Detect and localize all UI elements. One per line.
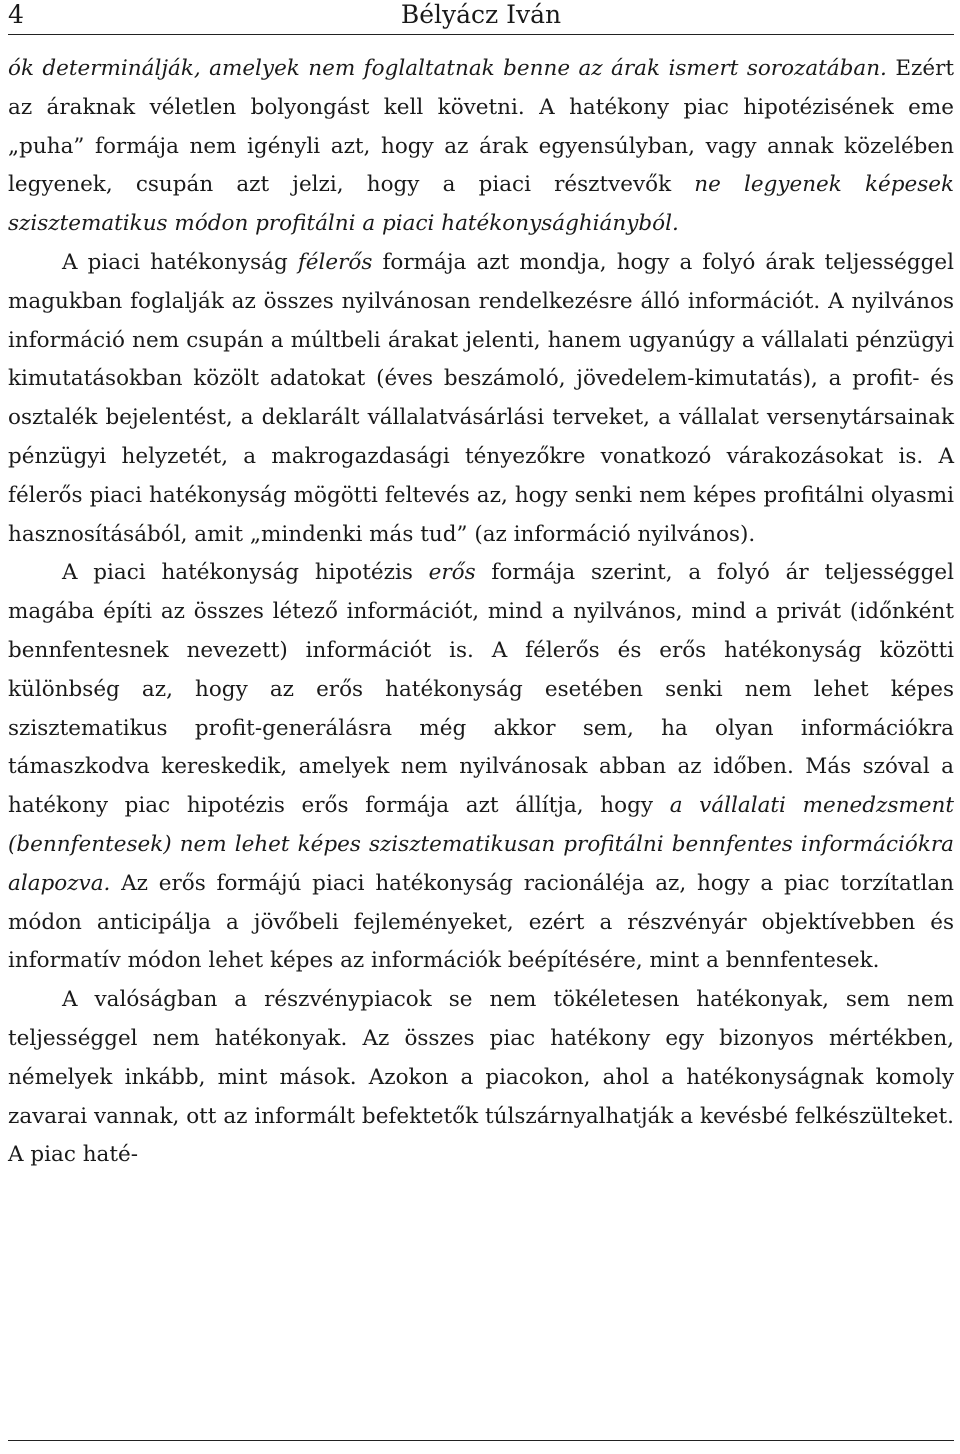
text-run: A piaci hatékonyság hipotézis bbox=[62, 560, 429, 586]
italic-text: ók determinálják, amelyek nem foglaltatnak benne az árak ismert sorozatában. bbox=[8, 56, 887, 81]
paragraph-3 bbox=[8, 554, 954, 981]
italic-text: ne legyenek képesek szisztematikus módon profitálni a piaci hatékonysághiányból. bbox=[8, 172, 954, 237]
paragraph-2 bbox=[8, 244, 954, 554]
body-text bbox=[8, 50, 954, 1175]
running-head: Bélyácz Iván bbox=[400, 0, 562, 29]
italic-text: a vállalati menedzsment (bennfentesek) nem lehet képes szisztematikusan profitálni bennfentes információkra alapozva. bbox=[8, 793, 955, 896]
text-run: A valóságban a részvénypiacok se nem tökéletesen hatékonyak, sem nem teljességgel nem hatékonyak. Az összes piac hatékony egy bizonyos mértékben, némelyek inkább, mint mások. Azokon a piacokon, ahol a hatékonyságnak komoly zavarai vannak, ott az informált befektetők túlszárnyalhatják a kevésbé felkészülteket. A piac haté- bbox=[8, 987, 954, 1168]
italic-term-felero: félerős bbox=[297, 249, 373, 275]
paragraph-1 bbox=[8, 50, 954, 244]
text-run: A piaci hatékonyság bbox=[62, 249, 298, 275]
page-header bbox=[8, 0, 954, 34]
italic-term-eros: erős bbox=[428, 560, 476, 586]
text-run: Az erős formájú piaci hatékonyság racionáléja az, hogy a piac torzítatlan módon anticipálja a jövőbeli fejleményeket, ezért a részvényár objektívebben és informatív módon lehet képes az információk beépítésére, mint a bennfentesek. bbox=[8, 870, 954, 974]
footer-rule bbox=[8, 1440, 954, 1441]
text-run: formája azt mondja, hogy a folyó árak teljességgel magukban foglalják az összes nyilvánosan rendelkezésre álló információt. A nyilvános információ nem csupán a múltbeli árakat jelenti, hanem ugyanúgy a vállalati pénzügyi kimutatásokban közölt adatokat (éves beszámoló, jövedelem-kimutatás), a profit- és osztalék bejelentést, a deklarált vállalatvásárlási terveket, a vállalat versenytársainak pénzügyi helyzetét, a makrogazdasági tényezőkre vonatkozó várakozásokat is. A félerős piaci hatékonyság mögötti feltevés az, hogy senki nem képes profitálni olyasmi hasznosításából, amit „mindenki más tud” (az információ nyilvános). bbox=[8, 249, 954, 547]
paragraph-4 bbox=[8, 981, 954, 1175]
text-run: formája szerint, a folyó ár teljességgel magába építi az összes létező információt, mind a nyilvános, mind a privát (időnként bennfentesnek nevezett) információt is. A félerős és erős hatékonyság közötti különbség az, hogy az erős hatékonyság esetében senki nem lehet képes szisztematikus profit-generálásra még akkor sem, ha olyan információkra támaszkodva kereskedik, amelyek nem nyilvánosak abban az időben. Más szóval a hatékony piac hipotézis erős formája azt állítja, hogy bbox=[8, 560, 954, 819]
text-run: Ezért az áraknak véletlen bolyongást kell követni. A hatékony piac hipotézisének eme „puha” formája nem igényli azt, hogy az árak egyensúlyban, vagy annak közelében legyenek, csupán azt jelzi, hogy a piaci résztvevők bbox=[8, 56, 954, 198]
header-rule bbox=[8, 34, 954, 35]
page-number: 4 bbox=[8, 0, 24, 29]
